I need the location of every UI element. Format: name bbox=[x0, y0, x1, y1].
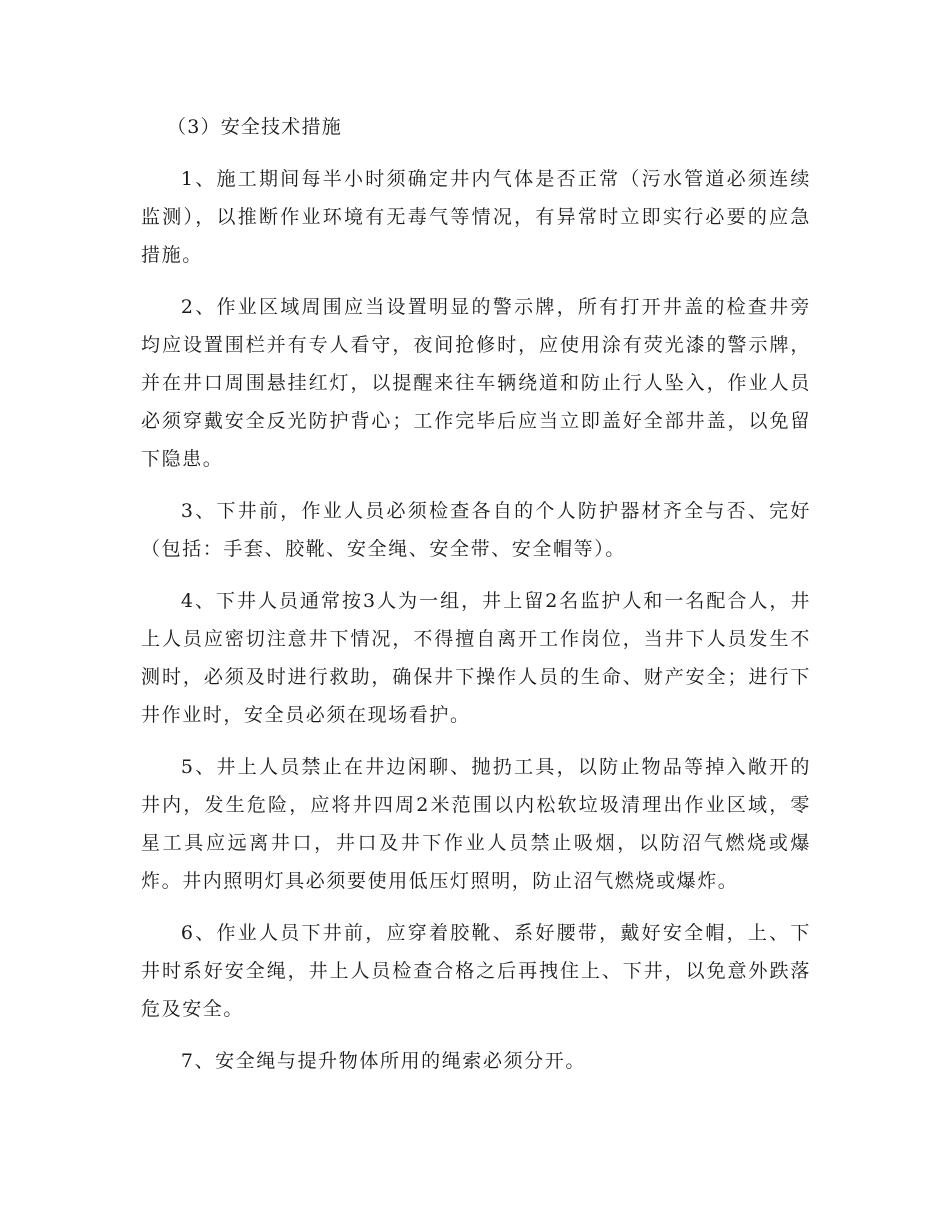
paragraph-1: 1、施工期间每半小时须确定井内气体是否正常（污水管道必须连续监测），以推断作业环境有无毒气等情况，有异常时立即实行必要的应急措施。 bbox=[141, 168, 811, 266]
paragraph-3: 3、下井前，作业人员必须检查各自的个人防护器材齐全与否、完好（包括：手套、胶靴、安全绳、安全带、安全帽等）。 bbox=[141, 500, 811, 560]
paragraph-5: 5、井上人员禁止在井边闲聊、抛扔工具，以防止物品等掉入敞开的井内，发生危险，应将井四周2米范围以内松软垃圾清理出作业区域，零星工具应远离井口，井口及井下作业人员禁止吸烟，以防沼气燃烧或爆炸。井内照明灯具必须要使用低压灯照明，防止沼气燃烧或爆炸。 bbox=[141, 756, 811, 892]
document-body bbox=[141, 108, 811, 1080]
paragraph-4: 4、下井人员通常按3人为一组，井上留2名监护人和一名配合人，井上人员应密切注意井下情况，不得擅自离开工作岗位，当井下人员发生不测时，必须及时进行救助，确保井下操作人员的生命、财产安全；进行下井作业时，安全员必须在现场看护。 bbox=[141, 590, 811, 726]
paragraph-6: 6、作业人员下井前，应穿着胶靴、系好腰带，戴好安全帽，上、下井时系好安全绳，井上人员检查合格之后再拽住上、下井，以免意外跌落危及安全。 bbox=[141, 922, 811, 1020]
paragraph-7: 7、安全绳与提升物体所用的绳索必须分开。 bbox=[180, 1050, 586, 1072]
section-heading: （3）安全技术措施 bbox=[167, 116, 342, 138]
paragraph-2: 2、作业区域周围应当设置明显的警示牌，所有打开井盖的检查井旁均应设置围栏并有专人看守，夜间抢修时，应使用涂有荧光漆的警示牌，并在井口周围悬挂红灯，以提醒来往车辆绕道和防止行人坠入，作业人员必须穿戴安全反光防护背心；工作完毕后应当立即盖好全部井盖，以免留下隐患。 bbox=[141, 296, 811, 470]
